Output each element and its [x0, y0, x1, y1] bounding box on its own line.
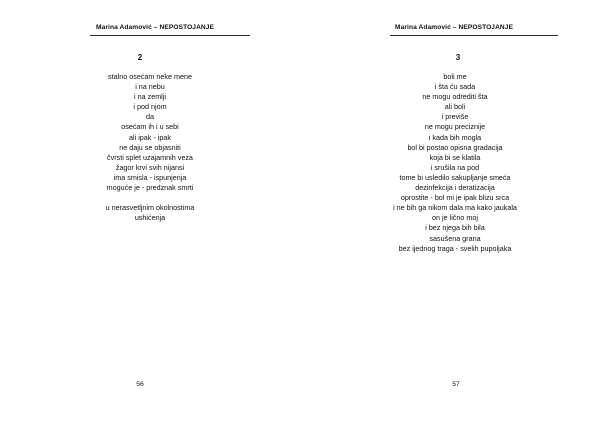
poem-line: moguće je - predznak smrti: [106, 183, 194, 193]
page-number: 57: [452, 381, 460, 388]
poem-line: i previše: [441, 112, 469, 122]
poem-line: i na nebu: [135, 82, 165, 92]
poem-line: ali ipak - ipak: [129, 132, 171, 142]
poem-text: [355, 72, 555, 254]
poem-line: i bez njega bih bila: [425, 223, 485, 233]
poem-line: ne daju se objasniti: [119, 142, 181, 152]
poem-line: i ne bih ga nikom dala ma kako jaukala: [393, 203, 517, 213]
poem-line: i šta ću sada: [434, 82, 476, 92]
stanza-gap: [50, 193, 250, 203]
poem-line: i pod njom: [133, 102, 167, 112]
page-header: Marina Adamović – NEPOSTOJANJE: [395, 24, 514, 31]
poem-line: ali boli: [444, 102, 466, 112]
poem-line: koja bi se klatila: [429, 152, 481, 162]
poem-line: bol bi postao opisna gradacija: [407, 142, 503, 152]
header-rule: [390, 35, 558, 36]
poem-text: [50, 72, 250, 223]
poem-line: bez ijednog traga - svelih pupoljaka: [398, 243, 512, 253]
poem-line: tome bi usledilo sakupljanje smeća: [399, 172, 511, 182]
poem-line: ne mogu odrediti šta: [422, 92, 488, 102]
poem-line: on je lično moj: [432, 213, 478, 223]
poem-line: i kada bih mogla: [428, 132, 482, 142]
poem-line: i srušila na pod: [430, 162, 480, 172]
poem-line: osećam ih i u sebi: [121, 122, 179, 132]
poem-line: ushićenja: [134, 213, 166, 223]
poem-line: ima smisla - ispunjenja: [113, 172, 187, 182]
poem-number: 3: [455, 53, 461, 62]
poem-line: da: [146, 112, 154, 122]
poem-line: ne mogu preciznije: [424, 122, 486, 132]
poem-line: žagor krvi svih nijansi: [115, 162, 185, 172]
poem-line: oprostite - bol mi je ipak blizu srca: [400, 193, 510, 203]
header-rule: [90, 35, 250, 36]
poem-line: čvrsti splet uzajamnih veza: [107, 152, 193, 162]
poem-number: 2: [137, 53, 143, 62]
poem-line: boli me: [443, 72, 467, 81]
poem-line: u nerasvetljnim okolnostima: [105, 203, 195, 213]
poem-line: sasušena grana: [429, 233, 481, 243]
right-page: [300, 0, 600, 425]
poem-line: dezinfekcija i deratizacija: [415, 183, 495, 193]
page-number: 56: [136, 381, 144, 388]
poem-line: i na zemlji: [134, 92, 166, 102]
poem-line: stalno osećam neke mene: [108, 72, 192, 81]
page-header: Marina Adamović – NEPOSTOJANJE: [96, 24, 215, 31]
